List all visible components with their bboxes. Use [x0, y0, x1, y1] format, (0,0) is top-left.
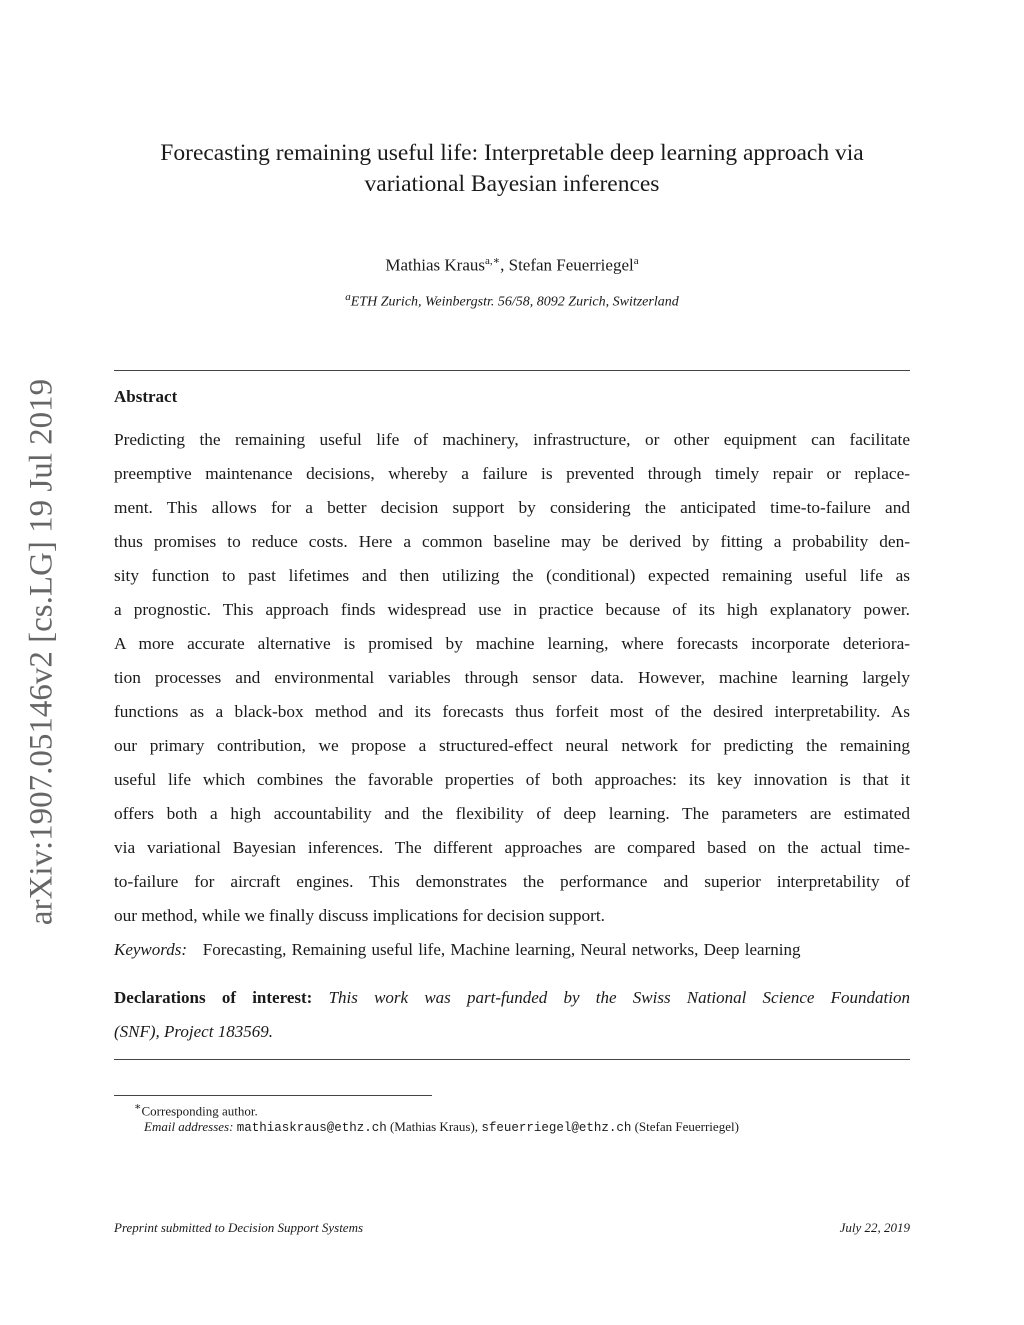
footnote-emails	[144, 1119, 739, 1135]
abstract-line: thus promises to reduce costs. Here a common baseline may be derived by fitting a probability den-	[114, 532, 910, 551]
email-label: Email addresses:	[144, 1119, 234, 1134]
declarations-text: This work was part-funded by the Swiss National Science Foundation	[328, 988, 911, 1007]
keywords	[114, 940, 800, 960]
abstract-line: Predicting the remaining useful life of machinery, infrastructure, or other equipment can facilitate	[114, 430, 910, 449]
footer-date: July 22, 2019	[839, 1220, 910, 1235]
author-sup: a,∗	[485, 255, 501, 267]
abstract-line: useful life which combines the favorable properties of both approaches: its key innovation is that it	[114, 770, 910, 789]
paper-title	[0, 138, 1024, 200]
bottom-rule	[114, 1059, 910, 1060]
keywords-text: Forecasting, Remaining useful life, Machine learning, Neural networks, Deep learning	[202, 940, 801, 959]
abstract-heading: Abstract	[114, 387, 178, 406]
top-rule	[114, 370, 910, 371]
abstract-line: preemptive maintenance decisions, whereby a failure is prevented through timely repair or replace-	[114, 464, 910, 483]
affiliation-text: ETH Zurich, Weinbergstr. 56/58, 8092 Zurich, Switzerland	[350, 294, 679, 310]
author-name: Stefan Feuerriegel	[508, 255, 634, 275]
footnote-corresponding	[134, 1100, 258, 1119]
arxiv-identifier: arXiv:1907.05146v2 [cs.LG] 19 Jul 2019	[23, 378, 60, 926]
keywords-label: Keywords:	[114, 940, 188, 959]
declarations	[114, 988, 910, 1008]
declarations-continued: (SNF), Project 183569.	[114, 1022, 273, 1041]
abstract-line: offers both a high accountability and the flexibility of deep learning. The parameters are estimated	[114, 804, 910, 823]
footnote-text: Corresponding author.	[141, 1103, 258, 1119]
abstract-line: a prognostic. This approach finds widespread use in practice because of its high explanatory power.	[114, 600, 910, 619]
affiliation-sup: a	[345, 291, 351, 303]
abstract-line: via variational Bayesian inferences. The different approaches are compared based on the actual time-	[114, 838, 910, 857]
title-line: Forecasting remaining useful life: Interpretable deep learning approach via	[160, 140, 864, 166]
email-owner: (Stefan Feuerriegel)	[631, 1119, 739, 1134]
email-link[interactable]: sfeuerriegel@ethz.ch	[481, 1121, 632, 1135]
email-link[interactable]: mathiaskraus@ethz.ch	[236, 1121, 387, 1135]
footnote-rule	[114, 1095, 432, 1096]
email-owner: (Mathias Kraus),	[386, 1119, 482, 1134]
abstract-line: to-failure for aircraft engines. This demonstrates the performance and superior interpretability of	[114, 872, 910, 891]
declarations-label: Declarations of interest:	[114, 988, 313, 1007]
affiliation	[0, 291, 1024, 311]
title-line: variational Bayesian inferences	[364, 171, 660, 197]
abstract-line: ment. This allows for a better decision support by considering the anticipated time-to-failure and	[114, 498, 910, 517]
abstract-line: tion processes and environmental variables through sensor data. However, machine learning largely	[114, 668, 910, 687]
author-sep: ,	[500, 255, 509, 275]
author-name: Mathias Kraus	[385, 255, 486, 275]
footnote-star: ∗	[134, 1101, 142, 1113]
abstract-line: our method, while we finally discuss implications for decision support.	[114, 906, 605, 925]
footer-preprint: Preprint submitted to Decision Support Systems	[114, 1220, 364, 1235]
author-sup: a	[633, 255, 639, 267]
abstract-line: sity function to past lifetimes and then utilizing the (conditional) expected remaining useful life as	[114, 566, 910, 585]
authors	[0, 254, 1024, 276]
abstract-line: functions as a black-box method and its forecasts thus forfeit most of the desired interpretability. As	[114, 702, 910, 721]
abstract-line: our primary contribution, we propose a structured-effect neural network for predicting the remaining	[114, 736, 910, 755]
abstract-line: A more accurate alternative is promised by machine learning, where forecasts incorporate deteriora-	[114, 634, 910, 653]
